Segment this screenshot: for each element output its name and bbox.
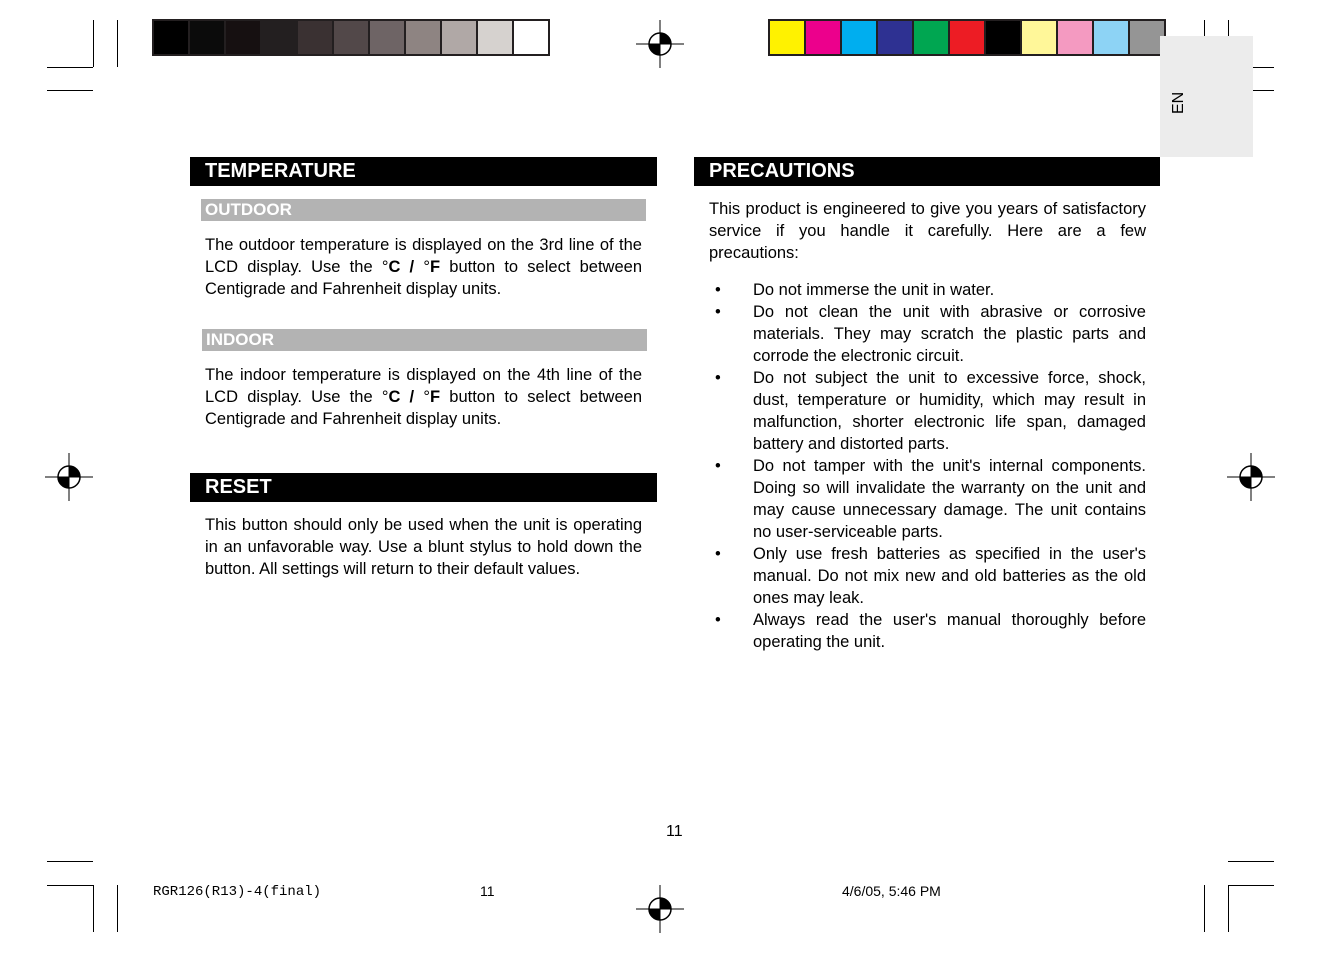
- bullet-icon: •: [715, 545, 721, 563]
- precaution-text: Always read the user's manual thoroughly before operating the unit.: [753, 611, 1146, 651]
- precautions-list: [709, 279, 1146, 653]
- color-swatch: [770, 21, 804, 54]
- precaution-item: [709, 301, 1146, 367]
- bullet-icon: •: [715, 303, 721, 321]
- color-swatch: [262, 21, 296, 54]
- precaution-text: Do not subject the unit to excessive force, shock, dust, temperature or humidity, which may result in malfunction, shorter electronic life span, damaged battery and distorted parts.: [753, 369, 1146, 453]
- color-swatch: [806, 21, 840, 54]
- precautions-heading: PRECAUTIONS: [694, 157, 1160, 186]
- registration-target-icon: [636, 885, 684, 933]
- page-number: 11: [666, 823, 683, 840]
- precaution-item: [709, 609, 1146, 653]
- color-swatch: [190, 21, 224, 54]
- color-swatch: [370, 21, 404, 54]
- color-swatch: [298, 21, 332, 54]
- footer-page: 11: [480, 883, 495, 899]
- outdoor-subheading: OUTDOOR: [201, 199, 646, 221]
- precaution-item: [709, 279, 1146, 301]
- precaution-text: Do not immerse the unit in water.: [753, 281, 995, 299]
- temperature-heading: TEMPERATURE: [190, 157, 657, 186]
- bullet-icon: •: [715, 281, 721, 299]
- color-swatch: [1130, 21, 1164, 54]
- color-swatch: [842, 21, 876, 54]
- precautions-intro: This product is engineered to give you years of satisfactory service if you handle it carefully. Here are a few precautions:: [709, 200, 1146, 262]
- registration-target-icon: [636, 20, 684, 68]
- bullet-icon: •: [715, 369, 721, 387]
- precaution-item: [709, 367, 1146, 455]
- indoor-paragraph: The indoor temperature is displayed on the 4th line of the LCD display. Use the °C / °F button to select between Centigrade and Fahrenheit display units.: [205, 366, 643, 428]
- color-swatch: [154, 21, 188, 54]
- registration-target-icon: [1227, 453, 1275, 501]
- color-swatch: [334, 21, 368, 54]
- color-swatch: [442, 21, 476, 54]
- color-swatch: [914, 21, 948, 54]
- process-color-bar: [768, 19, 1166, 56]
- color-swatch: [514, 21, 548, 54]
- precaution-item: [709, 543, 1146, 609]
- color-swatch: [1058, 21, 1092, 54]
- color-swatch: [878, 21, 912, 54]
- reset-paragraph: This button should only be used when the unit is operating in an unfavorable way. Use a blunt stylus to hold down the button. All settings will return to their default values.: [205, 516, 642, 578]
- precaution-text: Do not tamper with the unit's internal components. Doing so will invalidate the warranty on the unit and may cause unnecessary damage. The unit contains no user-serviceable parts.: [753, 457, 1146, 541]
- precaution-text: Do not clean the unit with abrasive or corrosive materials. They may scratch the plastic parts and corrode the electronic circuit.: [753, 303, 1146, 365]
- grayscale-color-bar: [152, 19, 550, 56]
- color-swatch: [226, 21, 260, 54]
- color-swatch: [1094, 21, 1128, 54]
- reset-heading: RESET: [190, 473, 657, 502]
- bullet-icon: •: [715, 457, 721, 475]
- precaution-text: Only use fresh batteries as specified in the user's manual. Do not mix new and old batteries as the old ones may leak.: [753, 545, 1146, 607]
- color-swatch: [478, 21, 512, 54]
- color-swatch: [986, 21, 1020, 54]
- outdoor-paragraph: The outdoor temperature is displayed on the 3rd line of the LCD display. Use the °C / °F button to select between Centigrade and Fahrenheit display units.: [205, 236, 643, 298]
- bullet-icon: •: [715, 611, 721, 629]
- color-swatch: [1022, 21, 1056, 54]
- footer-file-name: RGR126(R13)-4(final): [153, 884, 322, 900]
- footer-date: 4/6/05, 5:46 PM: [842, 883, 941, 899]
- registration-target-icon: [45, 453, 93, 501]
- precaution-item: [709, 455, 1146, 543]
- language-tab-label: EN: [1170, 91, 1187, 114]
- indoor-subheading: INDOOR: [202, 329, 647, 351]
- color-swatch: [406, 21, 440, 54]
- color-swatch: [950, 21, 984, 54]
